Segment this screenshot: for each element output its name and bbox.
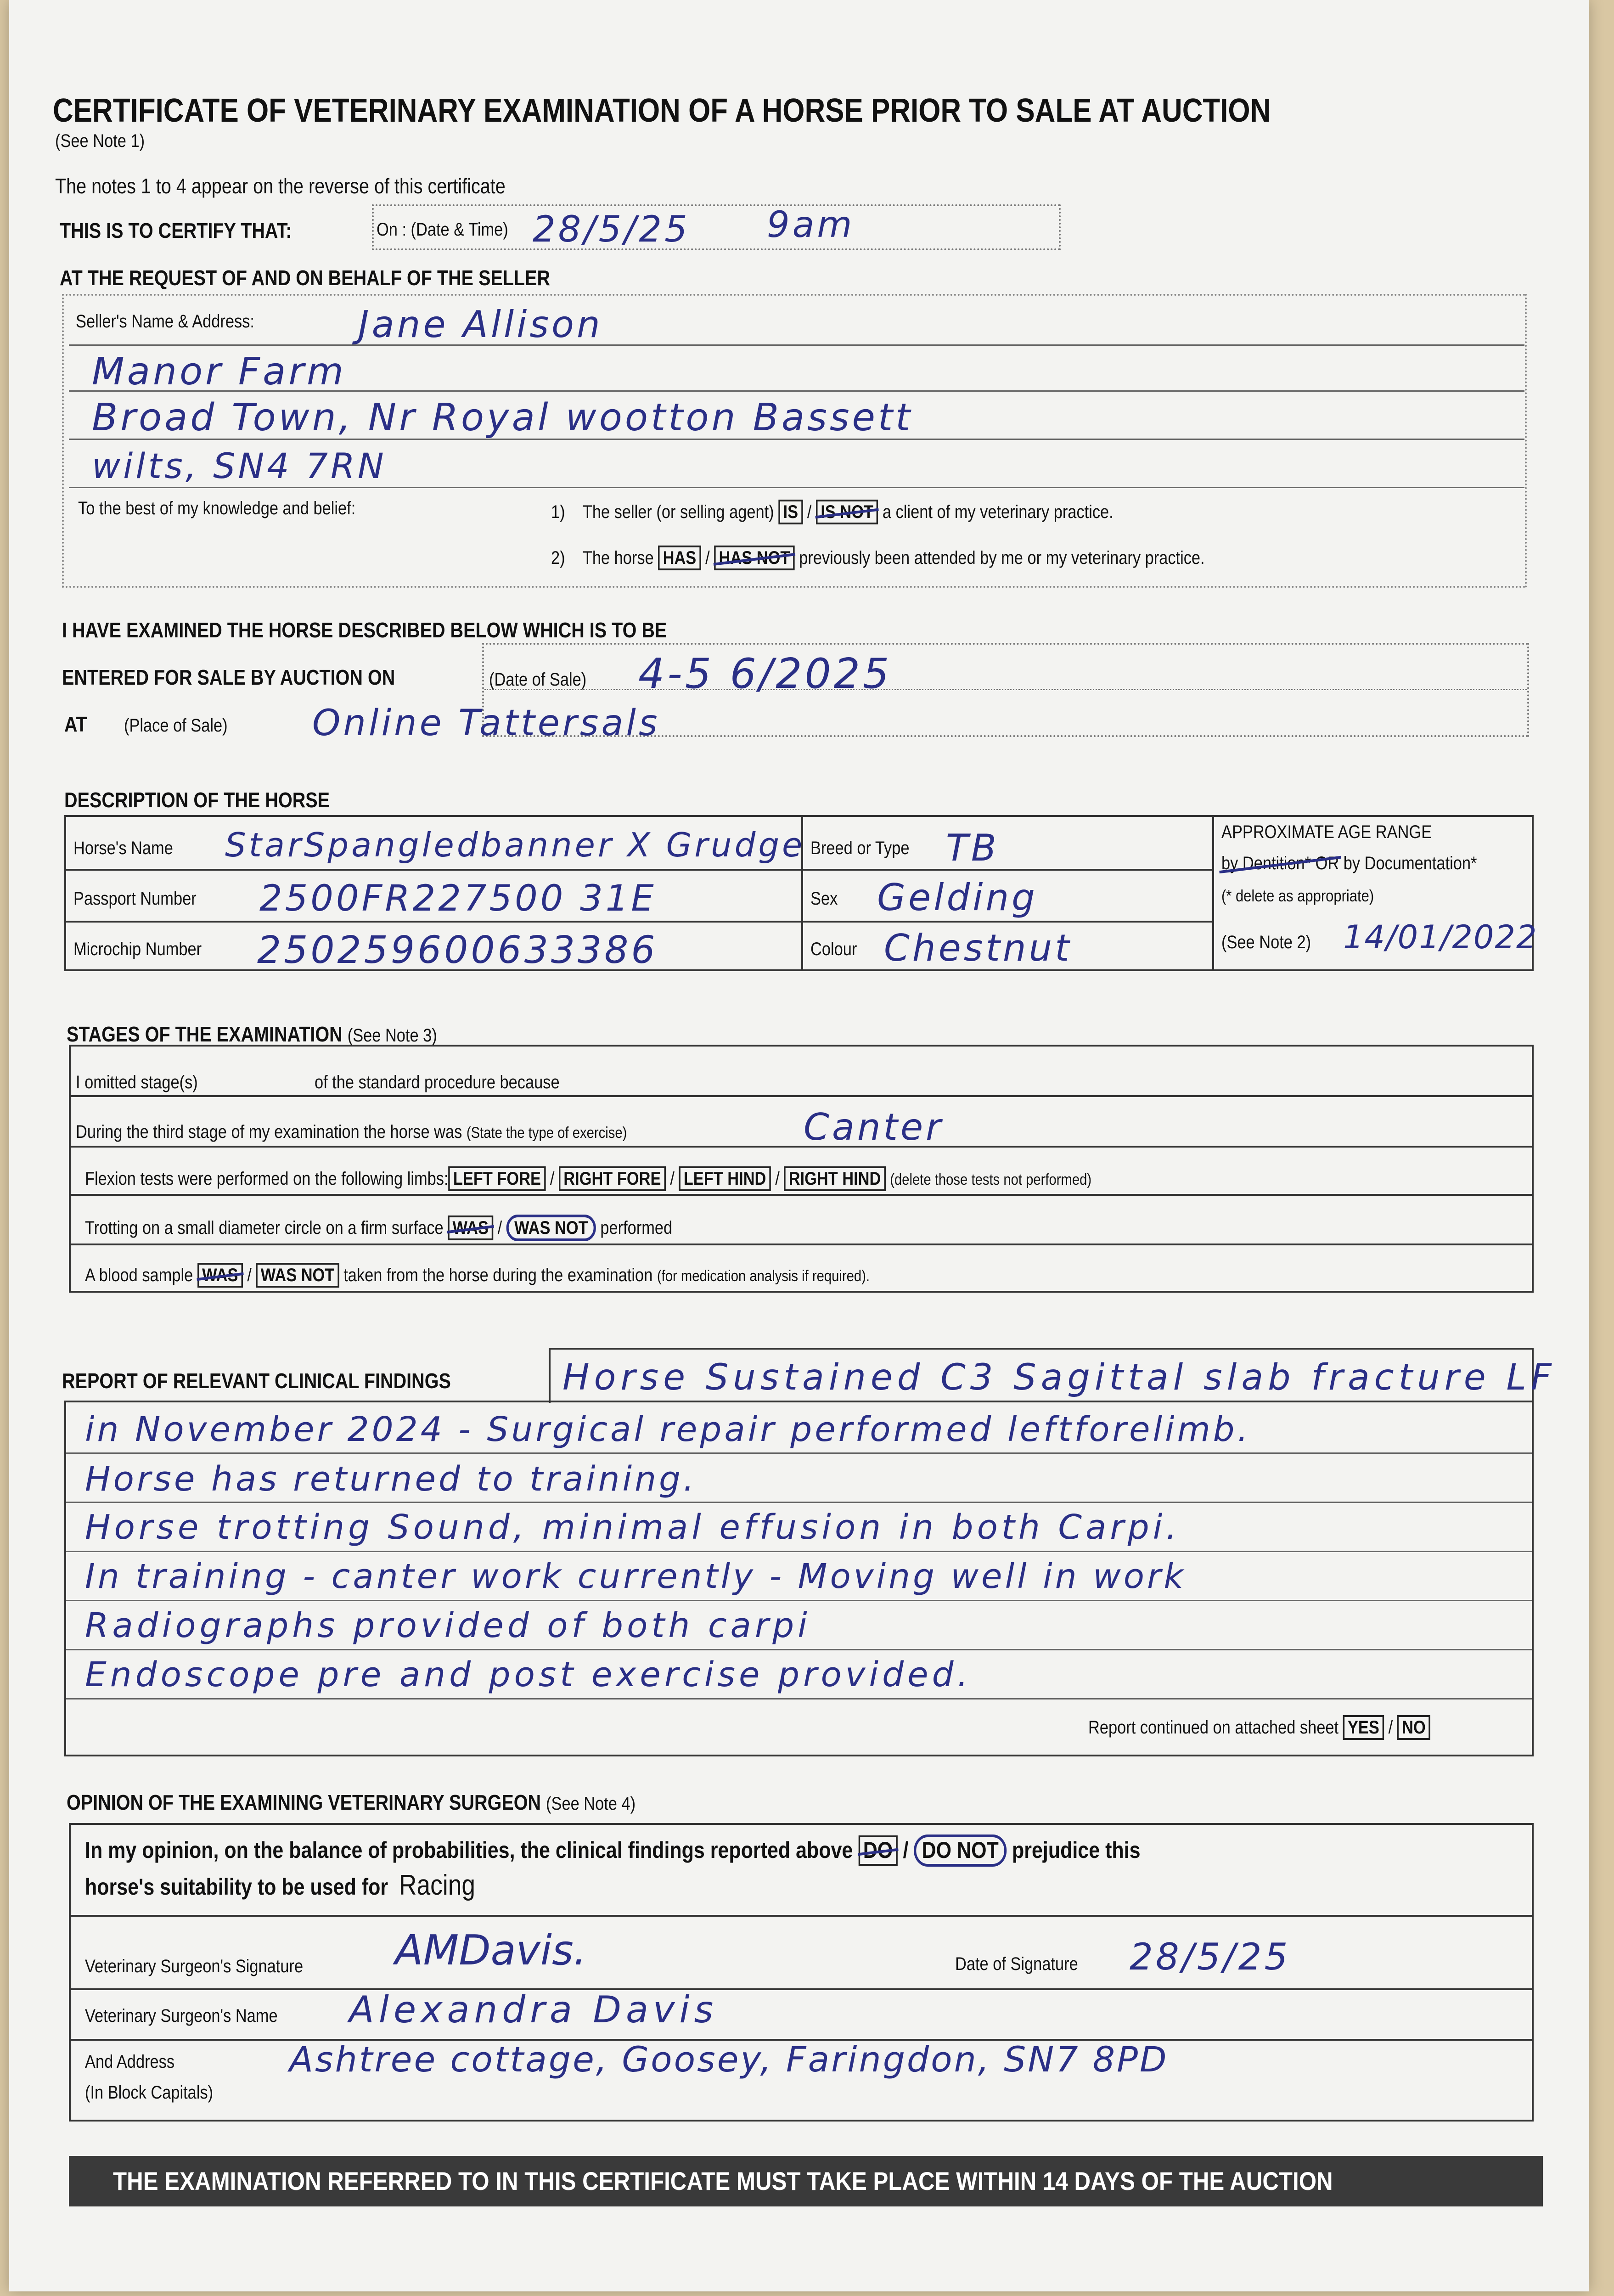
report-text-6: Radiographs provided of both carpi: [85, 1606, 811, 1645]
is-not-option[interactable]: IS NOT: [816, 500, 878, 524]
passport-number: 2500FR227500 31E: [259, 878, 657, 919]
is-option[interactable]: IS: [778, 500, 803, 524]
report-line-6: [66, 1698, 1532, 1699]
seller-address-1: Manor Farm: [92, 350, 346, 394]
age-by-documentation[interactable]: by Documentation*: [1343, 853, 1477, 873]
seller-line-3: [69, 439, 1524, 440]
report-line-3: [66, 1551, 1532, 1552]
sale-date: 4-5 6/2025: [638, 650, 892, 698]
report-line-4: [66, 1600, 1532, 1601]
certificate-sheet: [9, 0, 1589, 2291]
seller-line-4: [69, 487, 1524, 488]
signature-label: Veterinary Surgeon's Signature: [85, 1956, 304, 1976]
breed-label: Breed or Type: [810, 838, 910, 858]
age-delete-note: (* delete as appropriate): [1221, 886, 1374, 905]
trotting-was[interactable]: WAS: [448, 1216, 493, 1240]
sale-place: Online Tattersals: [312, 703, 660, 744]
sex-label: Sex: [810, 889, 838, 909]
opinion-do[interactable]: DO: [858, 1835, 897, 1866]
examined-line: I HAVE EXAMINED THE HORSE DESCRIBED BELOW WHICH IS TO BE: [62, 618, 667, 642]
microchip-label: Microchip Number: [73, 939, 202, 959]
vet-address: Ashtree cottage, Goosey, Faringdon, SN7 8PD: [289, 2039, 1169, 2080]
report-text-5: In training - canter work currently - Moving well in work: [85, 1557, 1187, 1596]
trotting-was-not[interactable]: WAS NOT: [506, 1215, 596, 1241]
report-line-5: [66, 1649, 1532, 1650]
trotting-row: Trotting on a small diameter circle on a firm surface WAS / WAS NOT performed: [85, 1215, 768, 1241]
belief-label: To the best of my knowledge and belief:: [78, 498, 356, 518]
age-heading: APPROXIMATE AGE RANGE: [1221, 822, 1432, 842]
notes-line: The notes 1 to 4 appear on the reverse of this certificate: [55, 174, 506, 198]
opinion-row-2: [71, 1988, 1532, 1990]
omitted-reason-label: of the standard procedure because: [315, 1072, 560, 1092]
on-date-label: On : (Date & Time): [377, 219, 508, 240]
report-line-1: [66, 1452, 1532, 1454]
horse-name: StarSpangledbanner X Grudge: [225, 826, 805, 864]
seller-line-1: [69, 344, 1524, 346]
has-option[interactable]: HAS: [658, 546, 701, 570]
opinion-statement: In my opinion, on the balance of probabilities, the clinical findings reported above DO / DO NOT prejudice this: [85, 1835, 1312, 1867]
stages-row-3: [71, 1194, 1532, 1196]
microchip-number: 250259600633386: [257, 929, 658, 972]
age-method: [1221, 853, 1518, 874]
breed-value: TB: [946, 827, 999, 869]
limb-right-hind[interactable]: RIGHT HIND: [784, 1166, 885, 1191]
report-continued: Report continued on attached sheet YES / NO: [1088, 1715, 1486, 1740]
description-heading: DESCRIPTION OF THE HORSE: [64, 788, 330, 812]
age-note: (See Note 2): [1221, 932, 1311, 952]
seller-item-1: 1) The seller (or selling agent) IS / IS NOT a client of my veterinary practice.: [551, 500, 1205, 524]
report-text-2: in November 2024 - Surgical repair performed leftforelimb.: [85, 1410, 1251, 1449]
has-not-option[interactable]: HAS NOT: [714, 546, 794, 570]
continued-no[interactable]: NO: [1397, 1715, 1430, 1740]
exam-time: 9am: [767, 204, 855, 246]
stages-row-4: [71, 1244, 1532, 1245]
report-line-2: [66, 1502, 1532, 1503]
opinion-suitability: horse's suitability to be used for Racing: [85, 1869, 476, 1901]
seller-line-2: [69, 390, 1524, 392]
third-stage-label: During the third stage of my examination the horse was (State the type of exercise): [76, 1122, 627, 1142]
sale-date-label: (Date of Sale): [489, 670, 587, 690]
stages-row-2: [71, 1146, 1532, 1148]
colour-value: Chestnut: [884, 927, 1072, 969]
vet-name: Alexandra Davis: [349, 1988, 718, 2031]
desc-row-1: [66, 869, 1212, 871]
seller-box: [62, 294, 1527, 588]
omitted-label: I omitted stage(s): [76, 1072, 198, 1092]
seller-label: Seller's Name & Address:: [76, 311, 254, 332]
report-text-7: Endoscope pre and post exercise provided.: [85, 1655, 972, 1694]
certify-label: THIS IS TO CERTIFY THAT:: [60, 219, 292, 242]
report-text-3: Horse has returned to training.: [85, 1459, 697, 1499]
see-note-1: (See Note 1): [55, 131, 145, 151]
seller-name: Jane Allison: [358, 303, 603, 346]
flexion-row: Flexion tests were performed on the following limbs: LEFT FORE / RIGHT FORE / LEFT HIND / RIGHT HIND (delete those tests not performed): [85, 1166, 1255, 1191]
blood-was[interactable]: WAS: [197, 1263, 243, 1288]
signature-date-label: Date of Signature: [955, 1954, 1078, 1974]
address-label: And Address: [85, 2052, 175, 2072]
limb-left-hind[interactable]: LEFT HIND: [679, 1166, 770, 1191]
report-heading: REPORT OF RELEVANT CLINICAL FINDINGS: [62, 1369, 451, 1393]
footer-banner: THE EXAMINATION REFERRED TO IN THIS CERTIFICATE MUST TAKE PLACE WITHIN 14 DAYS OF THE AUCTION: [69, 2156, 1543, 2206]
desc-col-2: [1212, 815, 1214, 971]
exam-date: 28/5/25: [533, 209, 690, 250]
place-label: (Place of Sale): [124, 715, 228, 736]
blood-was-not[interactable]: WAS NOT: [256, 1263, 339, 1288]
age-by-dentition[interactable]: by Dentition* OR: [1221, 853, 1339, 873]
seller-address-2: Broad Town, Nr Royal wootton Bassett: [92, 396, 913, 439]
seller-item-2: 2) The horse HAS / HAS NOT previously been attended by me or my veterinary practice.: [551, 546, 1311, 570]
limb-left-fore[interactable]: LEFT FORE: [449, 1166, 546, 1191]
limb-right-fore[interactable]: RIGHT FORE: [559, 1166, 666, 1191]
blood-row: A blood sample WAS / WAS NOT taken from the horse during the examination (for medication analysis if required).: [85, 1263, 997, 1288]
entered-label: ENTERED FOR SALE BY AUCTION ON: [62, 665, 395, 689]
opinion-do-not[interactable]: DO NOT: [914, 1835, 1007, 1867]
stages-row-1: [71, 1095, 1532, 1097]
certificate-title: CERTIFICATE OF VETERINARY EXAMINATION OF A HORSE PRIOR TO SALE AT AUCTION: [53, 92, 1271, 129]
sex-value: Gelding: [877, 876, 1038, 919]
seller-address-3: wilts, SN4 7RN: [92, 445, 387, 486]
request-label: AT THE REQUEST OF AND ON BEHALF OF THE SELLER: [60, 266, 551, 290]
colour-label: Colour: [810, 939, 857, 959]
continued-yes[interactable]: YES: [1343, 1715, 1384, 1740]
block-capitals-label: (In Block Capitals): [85, 2082, 214, 2103]
passport-label: Passport Number: [73, 889, 197, 909]
at-label: AT: [64, 712, 87, 736]
vet-name-label: Veterinary Surgeon's Name: [85, 2006, 278, 2026]
exercise-type: Canter: [804, 1106, 944, 1148]
stages-heading: STAGES OF THE EXAMINATION (See Note 3): [67, 1022, 437, 1046]
opinion-heading: OPINION OF THE EXAMINING VETERINARY SURGEON (See Note 4): [67, 1790, 636, 1814]
desc-row-2: [66, 921, 1212, 923]
horse-name-label: Horse's Name: [73, 838, 173, 858]
age-value: 14/01/2022: [1343, 918, 1538, 956]
vet-signature: AMDavis.: [395, 1926, 587, 1975]
report-text-4: Horse trotting Sound, minimal effusion in both Carpi.: [85, 1508, 1181, 1547]
signature-date: 28/5/25: [1130, 1936, 1291, 1978]
report-text-1: Horse Sustained C3 Sagittal slab fracture LF: [562, 1357, 1556, 1398]
opinion-row-1: [71, 1915, 1532, 1917]
